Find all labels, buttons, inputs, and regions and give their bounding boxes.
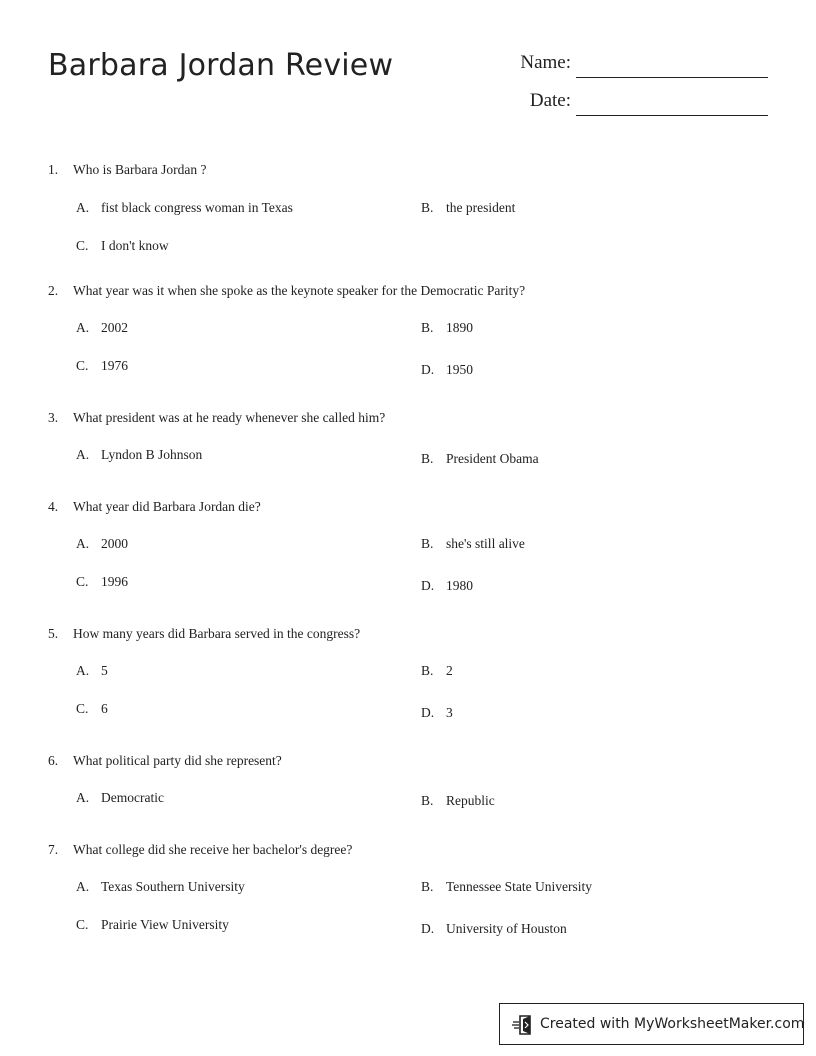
option-text: 5	[101, 663, 108, 678]
footer-badge[interactable]	[499, 1003, 804, 1045]
option-text: 2002	[101, 320, 128, 335]
option-text: the president	[446, 200, 516, 215]
option-text: Democratic	[101, 790, 164, 805]
option-letter: B.	[421, 663, 434, 678]
option-letter: A.	[76, 200, 90, 215]
option-text: I don't know	[101, 238, 169, 253]
option-text: 1980	[446, 578, 473, 593]
date-input-line[interactable]	[576, 115, 768, 116]
option-letter: B.	[421, 536, 434, 551]
option-letter: C.	[76, 238, 89, 253]
option-letter: D.	[421, 362, 435, 377]
question-number: 6.	[48, 753, 59, 768]
option-letter: A.	[76, 447, 90, 462]
option-text: fist black congress woman in Texas	[101, 200, 293, 215]
option-text: University of Houston	[446, 921, 567, 936]
option-letter: B.	[421, 320, 434, 335]
footer-text: Created with MyWorksheetMaker.com	[540, 1016, 805, 1032]
option-letter: A.	[76, 790, 90, 805]
option-letter: C.	[76, 917, 89, 932]
question-number: 7.	[48, 842, 59, 857]
option-text: 2	[446, 663, 453, 678]
option-text: Tennessee State University	[446, 879, 593, 894]
question-text: How many years did Barbara served in the congress?	[73, 626, 361, 641]
option-text: 3	[446, 705, 453, 720]
name-field-label	[470, 52, 571, 76]
question-number: 5.	[48, 626, 59, 641]
option-letter: C.	[76, 358, 89, 373]
option-letter: A.	[76, 536, 90, 551]
option-letter: D.	[421, 921, 435, 936]
option-text: 2000	[101, 536, 128, 551]
option-text: 1996	[101, 574, 128, 589]
date-label: Date:	[529, 90, 571, 111]
option-letter: C.	[76, 701, 89, 716]
option-text: Texas Southern University	[101, 879, 245, 894]
question-text: What political party did she represent?	[73, 753, 282, 768]
page-title: Barbara Jordan Review	[48, 48, 394, 83]
worksheet-logo-icon	[512, 1014, 536, 1036]
question-text: What president was at he ready whenever she called him?	[73, 410, 386, 425]
option-text: 6	[101, 701, 108, 716]
option-text: Prairie View University	[101, 917, 229, 932]
option-letter: A.	[76, 320, 90, 335]
option-letter: D.	[421, 705, 435, 720]
question-number: 2.	[48, 283, 59, 298]
question-number: 3.	[48, 410, 59, 425]
option-letter: D.	[421, 578, 435, 593]
option-letter: B.	[421, 793, 434, 808]
option-text: Lyndon B Johnson	[101, 447, 203, 462]
option-letter: A.	[76, 879, 90, 894]
option-text: Republic	[446, 793, 495, 808]
option-text: President Obama	[446, 451, 539, 466]
date-field-label	[470, 90, 571, 114]
name-label: Name:	[520, 52, 571, 73]
option-text: 1976	[101, 358, 128, 373]
option-letter: B.	[421, 451, 434, 466]
option-text: 1890	[446, 320, 473, 335]
question-number: 1.	[48, 162, 59, 177]
option-letter: B.	[421, 879, 434, 894]
question-number: 4.	[48, 499, 59, 514]
option-letter: B.	[421, 200, 434, 215]
option-text: 1950	[446, 362, 473, 377]
question-text: What college did she receive her bachelor's degree?	[73, 842, 353, 857]
name-input-line[interactable]	[576, 77, 768, 78]
option-letter: A.	[76, 663, 90, 678]
question-text: What year did Barbara Jordan die?	[73, 499, 261, 514]
question-text: Who is Barbara Jordan ?	[73, 162, 207, 177]
option-text: she's still alive	[446, 536, 525, 551]
option-letter: C.	[76, 574, 89, 589]
question-text: What year was it when she spoke as the keynote speaker for the Democratic Parity?	[73, 283, 526, 298]
